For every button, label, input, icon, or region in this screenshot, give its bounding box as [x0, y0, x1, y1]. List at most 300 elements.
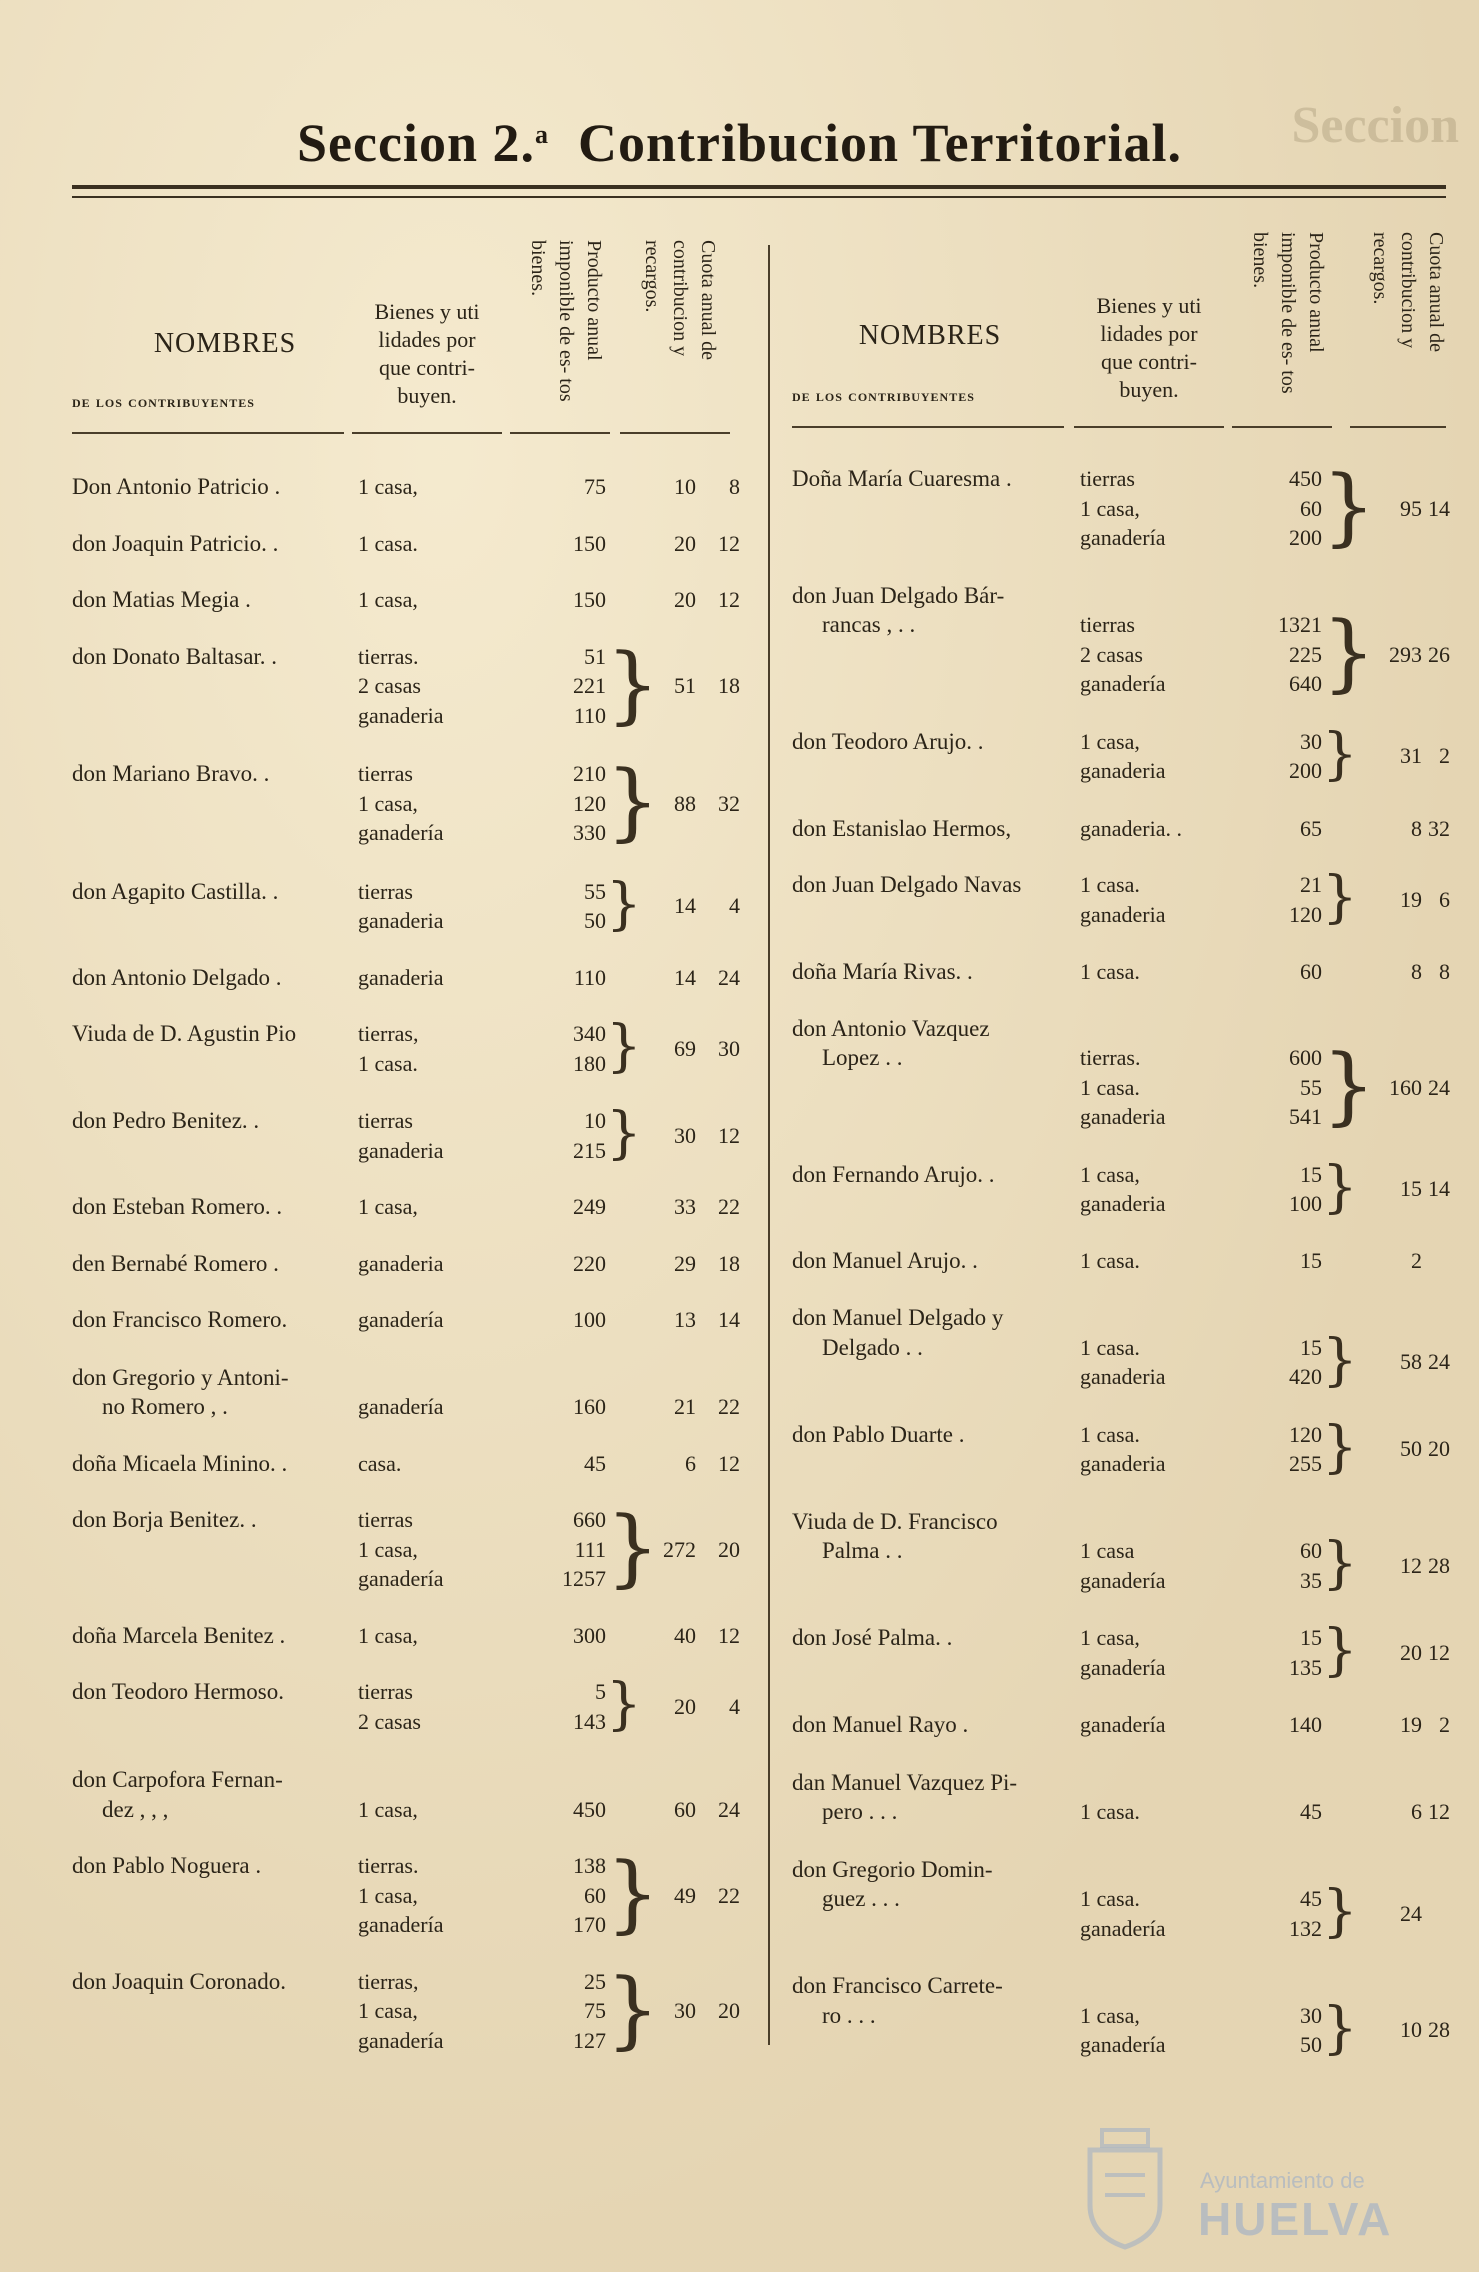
cuota-maravedis: 12 [1428, 1639, 1450, 1665]
cuota-reales: 50 [1400, 1436, 1422, 1462]
property-item: ganadería [1080, 1712, 1166, 1737]
cuota-maravedis: 2 [1439, 743, 1450, 769]
cuota-maravedis: 12 [1428, 1799, 1450, 1824]
cuota-maravedis: 22 [718, 1394, 740, 1419]
contributor-name: don Juan Delgado Navas [792, 872, 1022, 897]
group-brace: } [606, 1014, 642, 1079]
product-value: 170 [573, 1912, 606, 1937]
property-item: 1 casa, [1080, 1625, 1140, 1650]
cuota-reales: 293 [1389, 641, 1422, 667]
bleed-through-text: Seccion [1291, 97, 1459, 154]
group-brace: } [1322, 1879, 1358, 1944]
watermark-text-2: HUELVA [1198, 2193, 1393, 2245]
product-value: 215 [573, 1137, 606, 1163]
property-item: 1 casa. [1080, 959, 1140, 984]
group-brace: } [606, 1959, 660, 2058]
group-brace: } [1322, 457, 1376, 555]
property-item: 2 casas [358, 1708, 421, 1734]
group-brace: } [1322, 721, 1358, 787]
cuota-maravedis: 18 [718, 1250, 740, 1276]
cuota-maravedis: 12 [718, 1622, 740, 1648]
product-value: 120 [1289, 901, 1322, 927]
contributor-name: Viuda de D. Francisco [792, 1508, 998, 1534]
contributor-name: don Carpofora Fernan- [72, 1767, 283, 1792]
cuota-maravedis: 24 [1428, 1074, 1450, 1100]
cuota-maravedis: 12 [718, 1450, 740, 1476]
property-item: 1 casa. [1080, 1074, 1140, 1100]
contributor-name: dez , , , [102, 1796, 169, 1822]
cuota-reales: 272 [663, 1536, 696, 1562]
header-cuota-right: Cuota anual de contribucion y recargos. [1369, 232, 1447, 352]
property-item: 1 casa. [1080, 1247, 1140, 1273]
cuota-maravedis: 6 [1439, 886, 1450, 912]
header-producto-left: Producto anual imponible de es- tos bienes. [527, 240, 605, 402]
product-value: 30 [1300, 2002, 1322, 2028]
property-item: ganaderia [1080, 1104, 1166, 1129]
contributor-name: rancas , . . [822, 612, 916, 637]
contributor-name: don Gregorio y Antoni- [72, 1364, 289, 1390]
cuota-reales: 30 [674, 1998, 696, 2023]
contributor-name: don Teodoro Arujo. . [792, 728, 984, 754]
cuota-reales: 14 [674, 964, 696, 990]
contributor-name: guez . . . [822, 1886, 900, 1911]
property-item: 1 casa, [358, 1194, 418, 1219]
contributor-name: don Agapito Castilla. . [72, 878, 279, 904]
product-value: 15 [1300, 1161, 1322, 1187]
cuota-maravedis: 30 [718, 1035, 740, 1061]
product-value: 300 [573, 1622, 606, 1648]
contributor-name: don Estanislao Hermos, [792, 815, 1012, 841]
group-brace: } [606, 752, 660, 850]
product-value: 135 [1289, 1654, 1322, 1680]
title-sup: a [534, 120, 549, 149]
cuota-reales: 20 [1400, 1639, 1422, 1665]
product-value: 1321 [1278, 612, 1322, 637]
property-item: 1 casa, [358, 1796, 418, 1822]
product-value: 200 [1289, 525, 1322, 550]
header-rule [1350, 426, 1446, 428]
cuota-reales: 19 [1400, 1712, 1422, 1737]
contributor-name: ro . . . [822, 2002, 876, 2028]
product-value: 249 [573, 1194, 606, 1219]
product-value: 45 [1300, 1886, 1322, 1911]
contributor-name: den Bernabé Romero . [72, 1250, 279, 1276]
cuota-reales: 8 [1411, 959, 1422, 984]
cuota-reales: 69 [674, 1035, 696, 1061]
property-item: tierras, [358, 1968, 419, 1994]
cuota-reales: 31 [1400, 743, 1422, 769]
product-value: 100 [1289, 1191, 1322, 1216]
product-value: 640 [1289, 671, 1322, 696]
property-item: ganaderia [358, 964, 444, 990]
header-rule [1074, 426, 1224, 428]
property-item: casa. [358, 1450, 402, 1476]
cuota-reales: 49 [674, 1882, 696, 1908]
cuota-maravedis: 20 [718, 1536, 740, 1562]
cuota-reales: 20 [674, 587, 696, 612]
cuota-reales: 8 [1411, 815, 1422, 841]
product-value: 45 [1300, 1799, 1322, 1824]
property-item: ganadería [358, 1307, 444, 1332]
header-bienes-right [1074, 292, 1224, 404]
property-item: tierras [358, 1679, 413, 1704]
header-bienes-line: que contri- [379, 355, 475, 380]
contributor-name: don Pablo Noguera . [72, 1853, 262, 1878]
title-rest: Contribucion Territorial. [577, 113, 1182, 173]
cuota-maravedis: 12 [718, 530, 740, 556]
contributor-name: don Pablo Duarte . [792, 1421, 965, 1447]
product-value: 120 [1289, 1421, 1322, 1447]
contributor-name: don Mariano Bravo. . [72, 761, 270, 786]
cuota-reales: 2 [1411, 1247, 1422, 1273]
header-bienes-left [352, 298, 502, 410]
header-bienes-line: que contri- [1101, 349, 1197, 374]
cuota-reales: 15 [1400, 1176, 1422, 1202]
header-bienes-line: lidades por [1100, 321, 1198, 346]
title-rule-thin [72, 196, 1446, 198]
property-item: ganaderia [358, 1250, 444, 1276]
property-item: ganaderia [1080, 1364, 1166, 1389]
group-brace: } [1322, 1327, 1358, 1393]
property-item: tierras [358, 1108, 413, 1133]
cuota-reales: 51 [674, 673, 696, 698]
property-item: ganadería [1080, 1567, 1166, 1593]
header-rule [1232, 426, 1332, 428]
cuota-reales: 10 [1400, 2017, 1422, 2043]
column-divider [768, 245, 770, 2045]
property-item: 2 casas [358, 673, 421, 698]
product-value: 150 [573, 530, 606, 556]
group-brace: } [606, 1101, 642, 1166]
title-main: Seccion 2. [297, 113, 535, 173]
product-value: 140 [1289, 1712, 1322, 1737]
property-item: ganadería [1080, 671, 1166, 696]
product-value: 600 [1289, 1045, 1322, 1070]
contributor-name: don Teodoro Hermoso. [72, 1679, 284, 1704]
cuota-maravedis: 8 [1439, 959, 1450, 984]
product-value: 340 [573, 1021, 606, 1046]
property-item: 1 casa, [1080, 728, 1140, 754]
contributor-name: don Pedro Benitez. . [72, 1108, 260, 1133]
contributor-name: doña María Rivas. . [792, 959, 973, 984]
product-value: 10 [584, 1108, 606, 1133]
product-value: 220 [573, 1250, 606, 1276]
property-item: 1 casa. [358, 530, 418, 556]
product-value: 110 [573, 964, 606, 990]
property-item: 1 casa, [358, 1622, 418, 1648]
contributor-name: don Francisco Romero. [72, 1307, 288, 1332]
cuota-maravedis: 20 [718, 1998, 740, 2023]
cuota-reales: 60 [674, 1796, 696, 1822]
cuota-maravedis: 26 [1428, 641, 1450, 667]
watermark-text-1: Ayuntamiento de [1200, 2168, 1365, 2193]
product-value: 75 [584, 1998, 606, 2023]
cuota-maravedis: 18 [718, 673, 740, 698]
group-brace: } [1322, 1154, 1358, 1220]
property-item: ganadería [358, 1566, 444, 1591]
property-item: 1 casa. [1080, 1799, 1140, 1824]
property-item: 1 casa, [1080, 2002, 1140, 2028]
contributor-name: don Joaquin Coronado. [72, 1968, 287, 1994]
product-value: 15 [1300, 1334, 1322, 1360]
contributor-name: doña Micaela Minino. . [72, 1450, 288, 1476]
property-item: ganadería [1080, 525, 1166, 550]
product-value: 50 [1300, 2032, 1322, 2057]
contributor-name: don Esteban Romero. . [72, 1194, 283, 1219]
cuota-reales: 40 [674, 1622, 696, 1648]
header-bienes-line: Bienes y uti [374, 299, 480, 324]
contributor-name: Lopez . . [822, 1045, 903, 1070]
cuota-reales: 19 [1400, 886, 1422, 912]
product-value: 210 [573, 761, 606, 786]
contributor-name: don Manuel Rayo . [792, 1712, 969, 1737]
property-item: tierras. [358, 643, 419, 669]
property-item: ganaderia [358, 908, 444, 933]
cuota-maravedis: 12 [718, 587, 740, 612]
cuota-reales: 30 [674, 1122, 696, 1148]
contributor-name: don Antonio Delgado . [72, 964, 282, 990]
header-rule [352, 432, 502, 434]
cuota-maravedis: 24 [718, 964, 740, 990]
contributor-name: no Romero , . [102, 1394, 228, 1419]
product-value: 15 [1300, 1247, 1322, 1273]
product-value: 21 [1300, 872, 1322, 897]
property-item: 1 casa, [358, 587, 418, 612]
property-item: tierras [1080, 466, 1135, 491]
cuota-reales: 29 [674, 1250, 696, 1276]
group-brace: } [1322, 1414, 1358, 1480]
product-value: 51 [584, 643, 606, 669]
product-value: 50 [584, 908, 606, 933]
product-value: 143 [573, 1708, 606, 1734]
cuota-maravedis: 14 [718, 1307, 740, 1332]
product-value: 55 [1300, 1074, 1322, 1100]
property-item: ganadería [1080, 1915, 1166, 1941]
property-item: 1 casa. [1080, 1886, 1140, 1911]
product-value: 110 [573, 702, 606, 728]
property-item: ganadería [358, 1912, 444, 1937]
cuota-maravedis: 32 [1428, 815, 1450, 841]
property-item: ganaderia [358, 702, 444, 728]
property-item: ganaderia [1080, 901, 1166, 927]
group-brace: } [1322, 865, 1358, 930]
product-value: 200 [1289, 758, 1322, 783]
header-rule [510, 432, 610, 434]
contributor-name: don Juan Delgado Bár- [792, 582, 1005, 608]
page-title [0, 112, 1479, 174]
cuota-maravedis: 22 [718, 1882, 740, 1908]
product-value: 221 [573, 673, 606, 698]
property-item: tierras [358, 878, 413, 904]
product-value: 450 [573, 1796, 606, 1822]
product-value: 75 [584, 474, 606, 499]
property-item: tierras [358, 1507, 413, 1532]
cuota-maravedis: 22 [718, 1194, 740, 1219]
contributor-name: don Joaquin Patricio. . [72, 530, 279, 556]
header-rule [72, 432, 344, 434]
contributor-name: Don Antonio Patricio . [72, 474, 281, 499]
cuota-reales: 14 [674, 893, 696, 919]
cuota-maravedis: 28 [1428, 1552, 1450, 1578]
group-brace: } [606, 1844, 660, 1942]
cuota-reales: 88 [674, 790, 696, 816]
product-value: 138 [573, 1853, 606, 1878]
cuota-maravedis: 2 [1439, 1712, 1450, 1737]
header-rule [620, 432, 730, 434]
product-value: 225 [1289, 641, 1322, 667]
cuota-reales: 160 [1389, 1074, 1422, 1100]
product-value: 5 [595, 1679, 606, 1704]
cuota-reales: 95 [1400, 495, 1422, 521]
cuota-reales: 10 [674, 474, 696, 499]
cuota-reales: 33 [674, 1194, 696, 1219]
group-brace: } [606, 871, 642, 937]
header-bienes-line: Bienes y uti [1096, 293, 1202, 318]
property-item: 1 casa. [1080, 872, 1140, 897]
cuota-reales: 13 [674, 1307, 696, 1332]
cuota-maravedis: 12 [718, 1122, 740, 1148]
property-item: ganadería [358, 820, 444, 845]
product-value: 120 [573, 790, 606, 816]
group-brace: } [606, 1672, 642, 1737]
group-brace: } [606, 1498, 660, 1596]
cuota-maravedis: 20 [1428, 1436, 1450, 1462]
property-item: ganadería [1080, 1654, 1166, 1680]
property-item: tierras. [1080, 1045, 1141, 1070]
product-value: 541 [1289, 1104, 1322, 1129]
product-value: 132 [1289, 1915, 1322, 1941]
property-item: 1 casa [1080, 1538, 1135, 1563]
cuota-maravedis: 14 [1428, 495, 1450, 521]
property-item: 1 casa, [358, 1882, 418, 1908]
header-producto-right: Producto anual imponible de es- tos bienes. [1249, 232, 1327, 394]
cuota-maravedis: 4 [729, 893, 740, 919]
header-bienes-line: buyen. [397, 383, 457, 408]
product-value: 65 [1300, 815, 1322, 841]
cuota-maravedis: 4 [729, 1693, 740, 1719]
property-item: 1 casa, [358, 474, 418, 499]
header-names-left: NOMBRES [153, 328, 297, 359]
cuota-reales: 6 [1411, 1799, 1422, 1824]
contributor-name: don José Palma. . [792, 1625, 953, 1650]
header-cuota-left: Cuota anual de contribucion y recargos. [641, 240, 719, 360]
contributor-name: don Borja Benitez. . [72, 1507, 257, 1532]
property-item: 1 casa, [358, 1536, 418, 1562]
contributor-name: doña Marcela Benitez . [72, 1622, 286, 1648]
cuota-maravedis: 24 [718, 1796, 740, 1822]
cuota-maravedis: 32 [718, 790, 740, 816]
contributor-name: don Manuel Delgado y [792, 1305, 1004, 1330]
contributor-name: Delgado . . [822, 1334, 923, 1360]
product-value: 60 [1300, 959, 1322, 984]
header-names-sub-right: de los contribuyentes [792, 386, 975, 405]
group-brace: } [606, 634, 660, 733]
property-item: 2 casas [1080, 641, 1143, 667]
property-item: ganadería [1080, 2032, 1166, 2057]
contributor-name: don Matias Megia . [72, 587, 251, 612]
product-value: 127 [573, 2027, 606, 2053]
contributor-name: don Francisco Carrete- [792, 1973, 1003, 1998]
property-item: ganaderia [1080, 758, 1166, 783]
header-rule [792, 426, 1064, 428]
header-names-sub-left: de los contribuyentes [72, 392, 255, 411]
cuota-reales: 6 [685, 1450, 696, 1476]
contributor-name: don Manuel Arujo. . [792, 1247, 978, 1273]
header-bienes-line: lidades por [378, 327, 476, 352]
contributor-name: don Gregorio Domin- [792, 1856, 993, 1882]
cuota-reales: 58 [1400, 1349, 1422, 1375]
product-value: 150 [573, 587, 606, 612]
group-brace: } [1322, 603, 1376, 701]
product-value: 100 [573, 1307, 606, 1332]
product-value: 35 [1300, 1567, 1322, 1593]
header-names-right: NOMBRES [858, 320, 1002, 351]
property-item: 1 casa, [358, 790, 418, 816]
title-rule-thick [72, 185, 1446, 189]
group-brace: } [1322, 1531, 1358, 1596]
group-brace: } [1322, 1995, 1358, 2061]
property-item: ganaderia. . [1080, 815, 1182, 841]
product-value: 45 [584, 1450, 606, 1476]
product-value: 55 [584, 878, 606, 904]
product-value: 1257 [562, 1566, 606, 1591]
cuota-maravedis: 28 [1428, 2017, 1450, 2043]
product-value: 450 [1289, 466, 1322, 491]
product-value: 30 [1300, 728, 1322, 754]
property-item: tierras. [358, 1853, 419, 1878]
property-item: tierras, [358, 1021, 419, 1046]
property-item: 1 casa. [1080, 1421, 1140, 1447]
contributor-name: Doña María Cuaresma . [792, 466, 1012, 491]
product-value: 660 [573, 1507, 606, 1532]
cuota-reales: 20 [674, 530, 696, 556]
property-item: 1 casa, [1080, 1161, 1140, 1187]
contributor-name: pero . . . [822, 1799, 898, 1824]
product-value: 15 [1300, 1625, 1322, 1650]
header-bienes-line: buyen. [1119, 377, 1179, 402]
property-item: ganaderia [1080, 1451, 1166, 1476]
contributor-name: dan Manuel Vazquez Pi- [792, 1769, 1018, 1795]
contributor-name: don Antonio Vazquez [792, 1015, 990, 1041]
product-value: 255 [1289, 1451, 1322, 1476]
cuota-reales: 24 [1400, 1900, 1422, 1926]
cuota-reales: 21 [674, 1394, 696, 1419]
group-brace: } [1322, 1618, 1358, 1683]
product-value: 160 [573, 1394, 606, 1419]
cuota-maravedis: 8 [729, 474, 740, 499]
cuota-reales: 12 [1400, 1552, 1422, 1578]
property-item: 1 casa, [358, 1998, 418, 2023]
contributor-name: don Donato Baltasar. . [72, 643, 278, 669]
product-value: 60 [1300, 1538, 1322, 1563]
product-value: 111 [574, 1536, 606, 1562]
product-value: 330 [573, 820, 606, 845]
property-item: 1 casa, [1080, 495, 1140, 521]
contributor-name: Palma . . [822, 1538, 903, 1563]
product-value: 60 [1300, 495, 1322, 521]
cuota-reales: 20 [674, 1693, 696, 1719]
cuota-maravedis: 24 [1428, 1349, 1450, 1375]
product-value: 25 [584, 1968, 606, 1994]
product-value: 180 [573, 1050, 606, 1076]
property-item: tierras [1080, 612, 1135, 637]
property-item: 1 casa. [1080, 1334, 1140, 1360]
property-item: 1 casa. [358, 1050, 418, 1076]
contributor-name: don Fernando Arujo. . [792, 1161, 995, 1187]
property-item: ganadería [358, 2027, 444, 2053]
product-value: 60 [584, 1882, 606, 1908]
contributor-name: Viuda de D. Agustin Pio [72, 1021, 297, 1046]
